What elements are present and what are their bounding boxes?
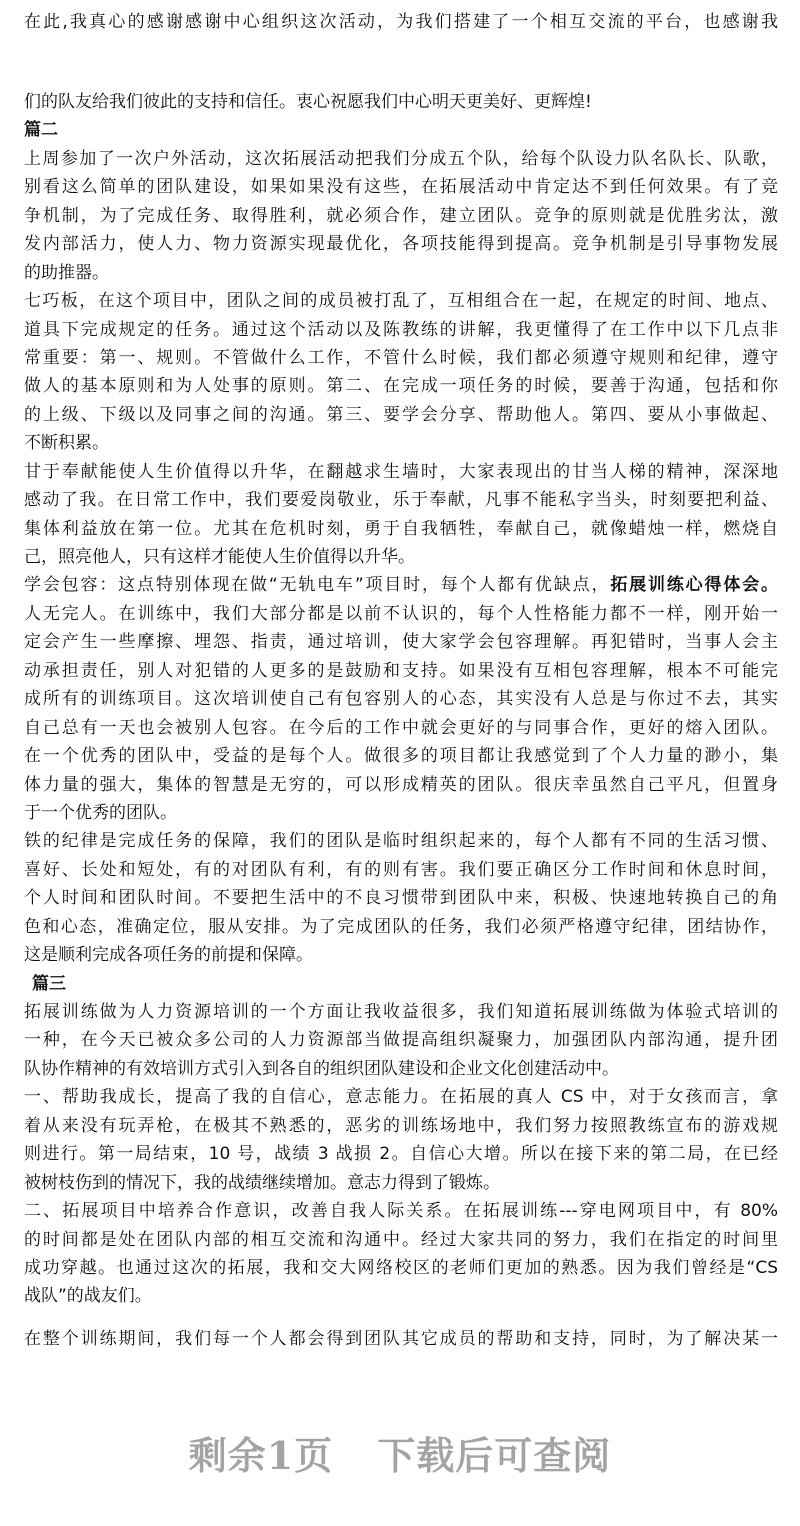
text-line [24, 173, 778, 201]
line-text: 个人时间和团队时间。不要把生活中的不良习惯带到团队中来，积极、快速地转换自己的角 [24, 888, 778, 909]
text-line [24, 571, 778, 599]
line-text: 上周参加了一次户外活动，这次拓展活动把我们分成五个队，给每个队设力队名队长、队歌， [24, 148, 778, 169]
line-text: 一、帮助我成长，提高了我的自信心，意志能力。在拓展的真人 CS 中，对于女孩而言，拿 [24, 1087, 778, 1108]
line-text: 在此,我真心的感谢感谢中心组织这次活动，为我们搭建了一个相互交流的平台，也感谢我 [24, 12, 778, 32]
text-line [24, 543, 778, 571]
line-text: 的助推器。 [24, 262, 109, 283]
text-line [24, 657, 778, 685]
line-text: 别看这么简单的团队建设，如果如果没有这些，在拓展活动中肯定达不到任何效果。有了竞 [24, 177, 778, 198]
line-text: 铁的纪律是完成任务的保障，我们的团队是临时组织起来的，每个人都有不同的生活习惯、 [24, 831, 778, 852]
line-text: 二、拓展项目中培养合作意识，改善自我人际关系。在拓展训练---穿电网项目中，有 80% [24, 1201, 778, 1222]
line-text: 人无完人。在训练中，我们大部分都是以前不认识的，每个人性格能力都不一样，刚开始一 [24, 603, 778, 624]
text-line [24, 401, 778, 429]
line-text: 们的队友给我们彼此的支持和信任。衷心祝愿我们中心明天更美好、更辉煌! [24, 92, 592, 112]
line-text: 于一个优秀的团队。 [24, 802, 177, 823]
line-text: 色和心态，准确定位，服从安排。为了完成团队的任务，我们必须严格遵守纪律，团结协作， [24, 916, 778, 937]
line-text: 在一个优秀的团队中，受益的是每个人。做很多的项目都让我感觉到了个人力量的渺小，集 [24, 746, 778, 767]
line-text: 篇三 [32, 973, 66, 994]
remaining-pages-label: 剩余1页 [188, 1433, 334, 1478]
line-text: 集体利益放在第一位。尤其在危机时刻，勇于自我牺牲，奉献自己，就像蜡烛一样，燃烧自 [24, 518, 778, 539]
line-text: 甘于奉献能使人生价值得以升华，在翻越求生墙时，大家表现出的甘当人梯的精神，深深地 [24, 461, 778, 482]
section-heading [24, 970, 778, 998]
line-text: 发内部活力，使人力、物力资源实现最优化，各项技能得到提高。竞争机制是引导事物发展 [24, 234, 778, 255]
text-line [24, 600, 778, 628]
text-line [24, 429, 778, 457]
line-text: 着从来没有玩弄枪，在极其不熟悉的，恶劣的训练场地中，我们努力按照教练宣布的游戏规 [24, 1115, 778, 1136]
text-line [24, 998, 778, 1026]
line-text: 战队”的战友们。 [24, 1286, 152, 1307]
bold-inline-title: 拓展训练心得体会。 [610, 575, 779, 596]
line-text: 定会产生一些摩擦、埋怨、指责，通过培训，使大家学会包容理解。再犯错时，当事人会主 [24, 632, 778, 653]
line-text: 常重要：第一、规则。不管做什么工作，不管什么时候，我们都必须遵守规则和纪律，遵守 [24, 347, 778, 368]
text-line [24, 486, 778, 514]
line-text: 在整个训练期间，我们每一个人都会得到团队其它成员的帮助和支持，同时，为了解决某一 [24, 1328, 778, 1349]
line-text: 自己总有一天也会被别人包容。在今后的工作中就会更好的与同事合作，更好的熔入团队。 [24, 717, 778, 738]
text-line [24, 1055, 778, 1083]
line-text: 做人的基本原则和为人处事的原则。第二、在完成一项任务的时候，要善于沟通，包括和你 [24, 376, 778, 397]
text-line [24, 1169, 778, 1197]
text-line [24, 884, 778, 912]
download-prompt[interactable] [0, 1425, 800, 1480]
text-line [24, 628, 778, 656]
text-block-main [24, 88, 778, 1353]
text-line [24, 515, 778, 543]
line-text: 的时间都是处在团队内部的相互交流和沟通中。经过大家共同的努力，我们在指定的时间里 [24, 1229, 778, 1250]
line-text: 体力量的强大，集体的智慧是无穷的，可以形成精英的团队。很庆幸虽然自己平凡，但置身 [24, 774, 778, 795]
section-heading [24, 116, 778, 144]
line-text: 七巧板，在这个项目中，团队之间的成员被打乱了，互相组合在一起，在规定的时间、地点、 [24, 291, 778, 312]
line-text: 这是顺利完成各项任务的前提和保障。 [24, 945, 313, 966]
line-text: 己，照亮他人，只有这样才能使人生价值得以升华。 [24, 547, 415, 567]
text-line [24, 372, 778, 400]
text-line [24, 230, 778, 258]
line-text: 动承担责任，别人对犯错的人更多的是鼓励和支持。如果没有互相包容理解，根本不可能完 [24, 660, 778, 681]
text-line [24, 202, 778, 230]
text-line [24, 1026, 778, 1054]
text-line [24, 1254, 778, 1282]
line-text: 成功穿越。也通过这次的拓展，我和交大网络校区的老师们更加的熟悉。因为我们曾经是“CS [24, 1257, 778, 1278]
text-line [24, 1112, 778, 1140]
text-line [24, 145, 778, 173]
text-line [24, 1197, 778, 1225]
text-line [24, 458, 778, 486]
line-text: 感动了我。在日常工作中，我们要爱岗敬业，乐于奉献，凡事不能私字当头，时刻要把利益、 [24, 490, 778, 511]
text-line [24, 1226, 778, 1254]
text-line [24, 714, 778, 742]
text-line [24, 259, 778, 287]
line-text: 队协作精神的有效培训方式引入到各自的组织团队建设和企业文化创建活动中。 [24, 1058, 619, 1079]
download-to-view-label[interactable]: 下载后可查阅 [377, 1433, 612, 1478]
line-text: 篇二 [24, 120, 58, 141]
text-line [24, 742, 778, 770]
text-line [24, 799, 778, 827]
line-text: 喜好、长处和短处，有的对团队有利，有的则有害。我们要正确区分工作时间和休息时间， [24, 859, 778, 880]
text-line [24, 1140, 778, 1168]
text-line [24, 856, 778, 884]
line-text: 不断积累。 [24, 433, 109, 454]
text-line [24, 88, 778, 116]
line-text: 被树枝伤到的情况下，我的战绩继续增加。意志力得到了锻炼。 [24, 1172, 500, 1193]
line-text: 学会包容：这点特别体现在做“无轨电车”项目时，每个人都有优缺点， [24, 575, 611, 596]
line-text: 争机制，为了完成任务、取得胜利，就必须合作，建立团队。竞争的原则就是优胜劣汰，激 [24, 205, 778, 226]
line-text: 拓展训练做为人力资源培训的一个方面让我收益很多，我们知道拓展训练做为体验式培训的 [24, 1002, 778, 1022]
line-text: 则进行。第一局结束，10 号，战绩 3 战损 2。自信心大增。所以在接下来的第二局，在已经 [24, 1144, 778, 1165]
text-line [24, 1083, 778, 1111]
line-text: 成所有的训练项目。这次培训使自己有包容别人的心态，其实没有人总是与你过不去，其实 [24, 689, 778, 710]
text-block-top [24, 8, 778, 36]
line-text: 一种，在今天已被众多公司的人力资源部当做提高组织凝聚力，加强团队内部沟通，提升团 [24, 1030, 778, 1051]
text-line [24, 287, 778, 315]
text-line [24, 941, 778, 969]
text-line [24, 1325, 778, 1353]
text-line [24, 685, 778, 713]
text-line [24, 344, 778, 372]
text-line [24, 316, 778, 344]
text-line [24, 913, 778, 941]
text-line [24, 827, 778, 855]
line-text: 的上级、下级以及同事之间的沟通。第三、要学会分享、帮助他人。第四、要从小事做起、 [24, 404, 778, 425]
text-line [24, 771, 778, 799]
text-line [24, 8, 778, 36]
line-text: 道具下完成规定的任务。通过这个活动以及陈教练的讲解，我更懂得了在工作中以下几点非 [24, 319, 778, 340]
text-line [24, 1282, 778, 1310]
